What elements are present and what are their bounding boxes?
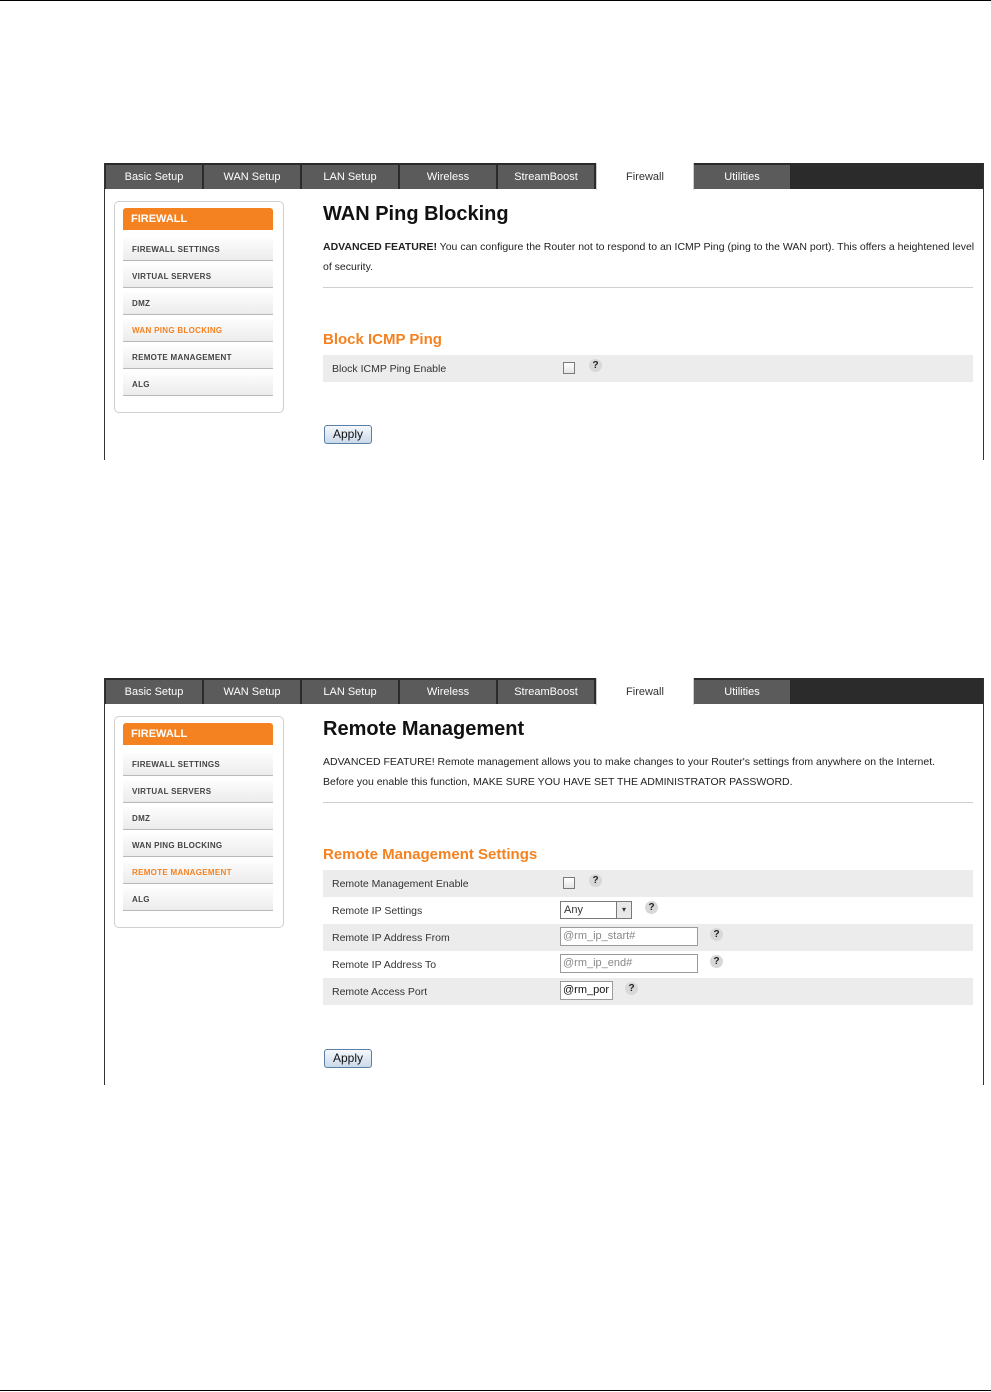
remote-ip-settings-select[interactable] (560, 901, 632, 919)
sidebar-item-wan-ping-blocking[interactable]: WAN PING BLOCKING (123, 834, 273, 857)
help-icon[interactable]: ? (589, 874, 602, 887)
remote-ip-from-input[interactable]: @rm_ip_start# (560, 927, 698, 946)
tab-firewall[interactable]: Firewall (596, 163, 694, 190)
remote-ip-from-label: Remote IP Address From (332, 932, 450, 944)
remote-ip-from-row (323, 924, 973, 951)
help-icon[interactable]: ? (710, 928, 723, 941)
remote-enable-label: Remote Management Enable (332, 878, 469, 890)
remote-enable-row (323, 870, 973, 897)
apply-button[interactable]: Apply (324, 1049, 372, 1068)
sidebar-item-alg[interactable]: ALG (123, 888, 273, 911)
tab-streamboost[interactable]: StreamBoost (498, 680, 594, 704)
page-title: Remote Management (323, 718, 525, 740)
intro-bold: ADVANCED FEATURE! (323, 241, 437, 253)
page-title: WAN Ping Blocking (323, 203, 509, 225)
tab-wireless[interactable]: Wireless (400, 680, 496, 704)
remote-enable-checkbox[interactable] (563, 877, 575, 889)
tab-firewall[interactable]: Firewall (596, 678, 694, 705)
intro-text (323, 237, 975, 277)
help-icon[interactable]: ? (645, 901, 658, 914)
sidebar-item-alg[interactable]: ALG (123, 373, 273, 396)
tab-lan-setup[interactable]: LAN Setup (302, 680, 398, 704)
tab-utilities[interactable]: Utilities (694, 165, 790, 189)
help-icon[interactable]: ? (625, 982, 638, 995)
remote-ip-to-input[interactable]: @rm_ip_end# (560, 954, 698, 973)
sidebar (114, 716, 284, 928)
sidebar-header: FIREWALL (123, 208, 273, 230)
remote-port-row (323, 978, 973, 1005)
sidebar-item-firewall-settings[interactable]: FIREWALL SETTINGS (123, 753, 273, 776)
tab-basic-setup[interactable]: Basic Setup (106, 680, 202, 704)
tab-utilities[interactable]: Utilities (694, 680, 790, 704)
sidebar (114, 201, 284, 413)
sidebar-item-remote-management[interactable]: REMOTE MANAGEMENT (123, 346, 273, 369)
tab-bar (105, 163, 983, 189)
remote-ip-settings-row (323, 897, 973, 924)
tab-wireless[interactable]: Wireless (400, 165, 496, 189)
block-icmp-label: Block ICMP Ping Enable (332, 363, 447, 375)
intro-text (323, 752, 975, 792)
sidebar-item-virtual-servers[interactable]: VIRTUAL SERVERS (123, 265, 273, 288)
intro-line-2: Before you enable this function, MAKE SURE YOU HAVE SET THE ADMINISTRATOR PASSWORD. (323, 776, 793, 788)
section-title: Remote Management Settings (323, 846, 538, 863)
remote-management-screen (104, 678, 984, 1085)
tab-basic-setup[interactable]: Basic Setup (106, 165, 202, 189)
help-icon[interactable]: ? (710, 955, 723, 968)
tab-bar (105, 678, 983, 704)
block-icmp-row (323, 355, 973, 382)
remote-ip-to-row (323, 951, 973, 978)
tab-lan-setup[interactable]: LAN Setup (302, 165, 398, 189)
sidebar-header: FIREWALL (123, 723, 273, 745)
sidebar-item-firewall-settings[interactable]: FIREWALL SETTINGS (123, 238, 273, 261)
sidebar-item-dmz[interactable]: DMZ (123, 807, 273, 830)
sidebar-item-remote-management[interactable]: REMOTE MANAGEMENT (123, 861, 273, 884)
remote-ip-to-label: Remote IP Address To (332, 959, 437, 971)
intro-line-1: ADVANCED FEATURE! Remote management allows you to make changes to your Router's settings from anywhere on the Internet. (323, 756, 936, 768)
page-bottom-rule (0, 1390, 991, 1391)
wan-ping-blocking-screen (104, 163, 984, 460)
tab-streamboost[interactable]: StreamBoost (498, 165, 594, 189)
sidebar-item-virtual-servers[interactable]: VIRTUAL SERVERS (123, 780, 273, 803)
remote-port-label: Remote Access Port (332, 986, 428, 998)
block-icmp-checkbox[interactable] (563, 362, 575, 374)
page-top-rule (0, 0, 991, 1)
remote-port-input[interactable]: @rm_por (560, 981, 613, 1000)
apply-button[interactable]: Apply (324, 425, 372, 444)
section-title: Block ICMP Ping (323, 331, 442, 348)
chevron-down-icon[interactable]: ▾ (616, 902, 631, 918)
help-icon[interactable]: ? (589, 359, 602, 372)
remote-ip-settings-value: Any (564, 904, 583, 916)
tab-wan-setup[interactable]: WAN Setup (204, 680, 300, 704)
tab-wan-setup[interactable]: WAN Setup (204, 165, 300, 189)
sidebar-item-dmz[interactable]: DMZ (123, 292, 273, 315)
divider (323, 802, 973, 803)
remote-ip-settings-label: Remote IP Settings (332, 905, 423, 917)
intro-body: You can configure the Router not to respond to an ICMP Ping (ping to the WAN port). This offers a heightened level of security. (323, 241, 975, 273)
sidebar-item-wan-ping-blocking[interactable]: WAN PING BLOCKING (123, 319, 273, 342)
divider (323, 287, 973, 288)
